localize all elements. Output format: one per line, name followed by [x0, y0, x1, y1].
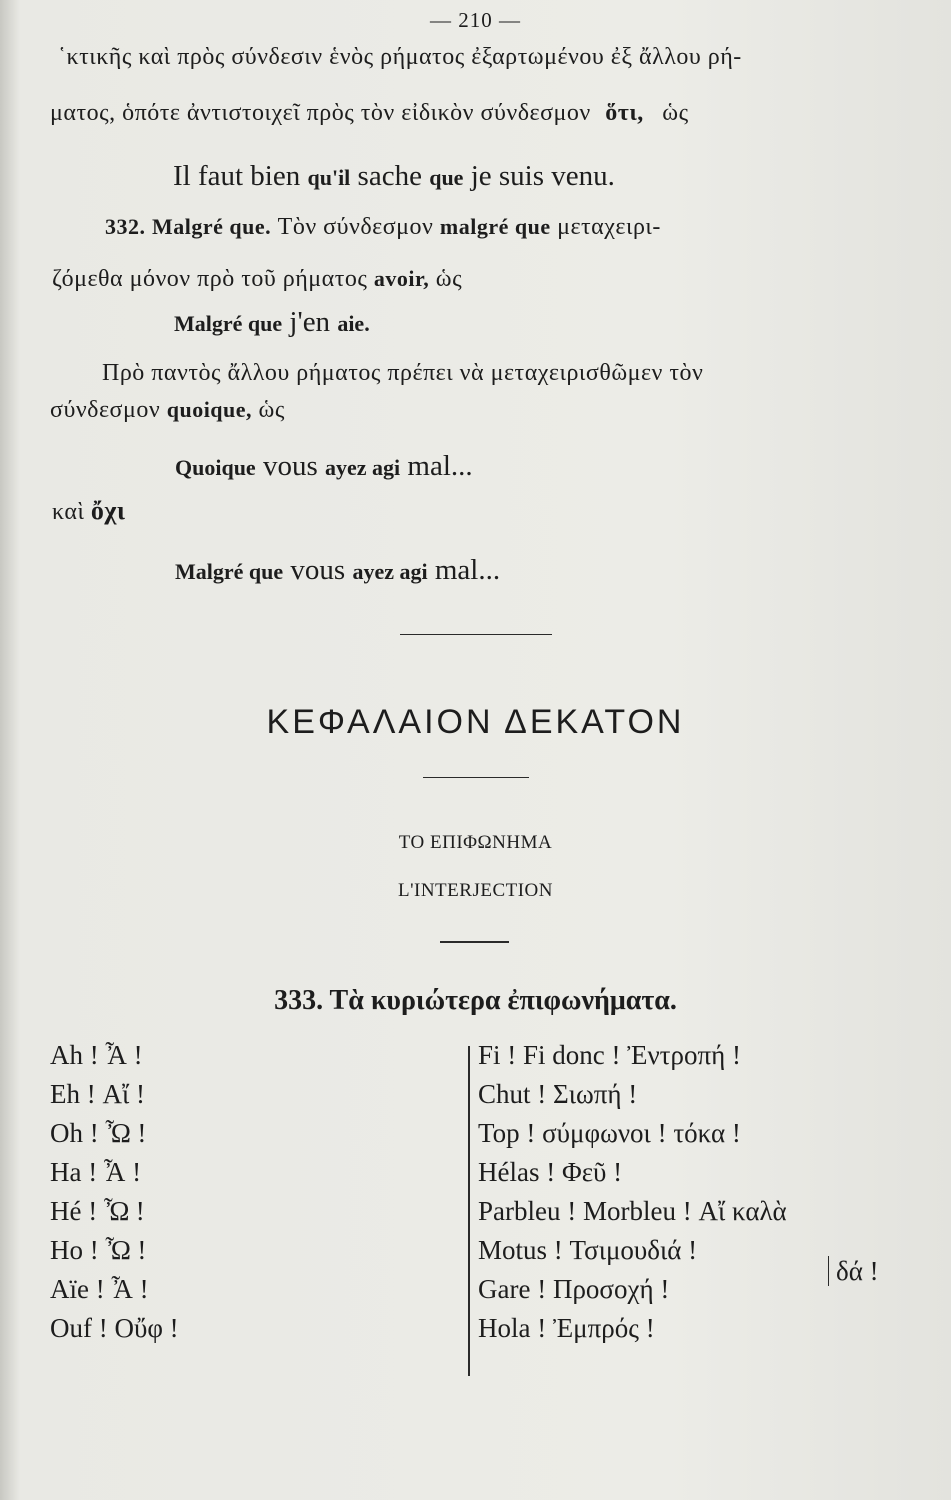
- example-3-part-c: ayez agi: [325, 455, 401, 480]
- example-1: [173, 160, 615, 193]
- section-divider-rule: [400, 634, 552, 635]
- section-332-title: Malgré que.: [152, 214, 272, 239]
- interjection-item: Fi ! Fi donc ! Ἐντροπή !: [478, 1040, 741, 1070]
- chapter-subtitle-french: L'INTERJECTION: [397, 880, 553, 901]
- conjunction-oti: ὅτι,: [605, 100, 644, 126]
- text-line-2-main: ματος, ὁπότε ἀντιστοιχεῖ πρὸς τὸν εἰδικὸν σύνδεσμον: [50, 100, 591, 126]
- interjections-left-column: [50, 1040, 179, 1352]
- example-3-part-b: vous: [262, 450, 318, 482]
- interjection-item: Eh ! Αἴ !: [50, 1079, 145, 1109]
- example-3: [175, 450, 473, 483]
- interjection-item: Ouf ! Οὔφ !: [50, 1313, 179, 1343]
- example-1-part-a: Il faut bien: [173, 160, 301, 192]
- section-332-text-a: Τὸν σύνδεσμον: [277, 214, 434, 240]
- text-line-10-a: καὶ: [52, 499, 85, 525]
- example-2-part-b: j'en: [289, 306, 331, 338]
- chapter-title: ΚΕΦΑΛΑΙΟΝ ΔΕΚΑΤΟΝ: [266, 703, 685, 741]
- interjection-item: Parbleu ! Morbleu ! Αἴ καλὰ: [478, 1196, 787, 1226]
- section-333-heading: 333. Τὰ κυριώτερα ἐπιφωνήματα.: [274, 985, 677, 1016]
- interjection-item: Top ! σύμφωνοι ! τόκα !: [478, 1118, 741, 1148]
- text-line-2: [50, 100, 689, 127]
- interjection-item: Hélas ! Φεῦ !: [478, 1157, 623, 1187]
- section-332-number: 332.: [105, 214, 146, 239]
- interjection-item: Ha ! Ἆ !: [50, 1157, 142, 1187]
- example-3-part-a: Quoique: [175, 455, 256, 480]
- term-quoique: quoique,: [166, 397, 253, 422]
- interjection-item: Hé ! Ὦ !: [50, 1196, 145, 1226]
- text-line-2-end: ὡς: [662, 100, 689, 126]
- text-line-1: ῾κτικῆς καὶ πρὸς σύνδεσιν ἑνὸς ρήματος ἐξαρτωμένου ἐξ ἄλλου ρή-: [58, 44, 742, 70]
- text-line-5-main: ζόμεθα μόνον πρὸ τοῦ ρήματος: [52, 266, 368, 292]
- text-line-10-b: ὄχι: [90, 496, 126, 525]
- interjection-item: Motus ! Τσιμουδιά !: [478, 1235, 698, 1265]
- continuation-text: δά !: [836, 1256, 879, 1286]
- text-line-8: [50, 397, 285, 424]
- example-1-part-b: qu'il: [307, 165, 351, 190]
- continuation-bracket: [828, 1256, 829, 1286]
- interjection-item: Aïe ! Ἆ !: [50, 1274, 149, 1304]
- interjection-item: Oh ! Ὦ !: [50, 1118, 147, 1148]
- text-line-7: Πρὸ παντὸς ἄλλου ρήματος πρέπει νὰ μεταχειρισθῶμεν τὸν: [102, 360, 704, 386]
- interjection-item: Ah ! Ἆ !: [50, 1040, 143, 1070]
- example-4: [175, 554, 500, 587]
- example-4-part-d: mal...: [434, 554, 501, 586]
- text-line-5-end: ὡς: [435, 266, 463, 292]
- term-avoir: avoir,: [373, 266, 430, 291]
- column-separator: [468, 1046, 470, 1376]
- chapter-subtitle-greek: ΤΟ ΕΠΙΦΩΝΗΜΑ: [398, 832, 553, 853]
- chapter-title-underline: [423, 777, 529, 778]
- section-332-text-c: μεταχειρι-: [557, 214, 661, 240]
- text-line-8-end: ὡς: [258, 397, 285, 423]
- example-2: [174, 306, 370, 339]
- page-number: — 210 —: [430, 8, 521, 32]
- text-line-10: [52, 496, 126, 526]
- example-4-part-c: ayez agi: [352, 559, 428, 584]
- text-line-8-main: σύνδεσμον: [50, 397, 161, 423]
- section-332-term: malgré que: [439, 214, 551, 239]
- text-line-5: [52, 266, 462, 293]
- interjection-item: Ho ! Ὦ !: [50, 1235, 147, 1265]
- example-1-part-d: que: [429, 165, 464, 190]
- example-3-part-d: mal...: [407, 450, 473, 482]
- example-4-part-a: Malgré que: [175, 559, 284, 584]
- interjection-item: Hola ! Ἐμπρός !: [478, 1313, 655, 1343]
- section-332-heading-line: [105, 214, 661, 241]
- example-4-part-b: vous: [290, 554, 346, 586]
- interjection-item: Gare ! Προσοχή !: [478, 1274, 670, 1304]
- subtitle-rule: [440, 941, 509, 943]
- interjections-right-column: [478, 1040, 787, 1352]
- example-1-part-e: je suis venu.: [470, 160, 615, 192]
- example-2-part-a: Malgré que: [174, 311, 283, 336]
- interjection-item: Chut ! Σιωπή !: [478, 1079, 638, 1109]
- example-1-part-c: sache: [357, 160, 422, 192]
- example-2-part-c: aie.: [337, 311, 370, 336]
